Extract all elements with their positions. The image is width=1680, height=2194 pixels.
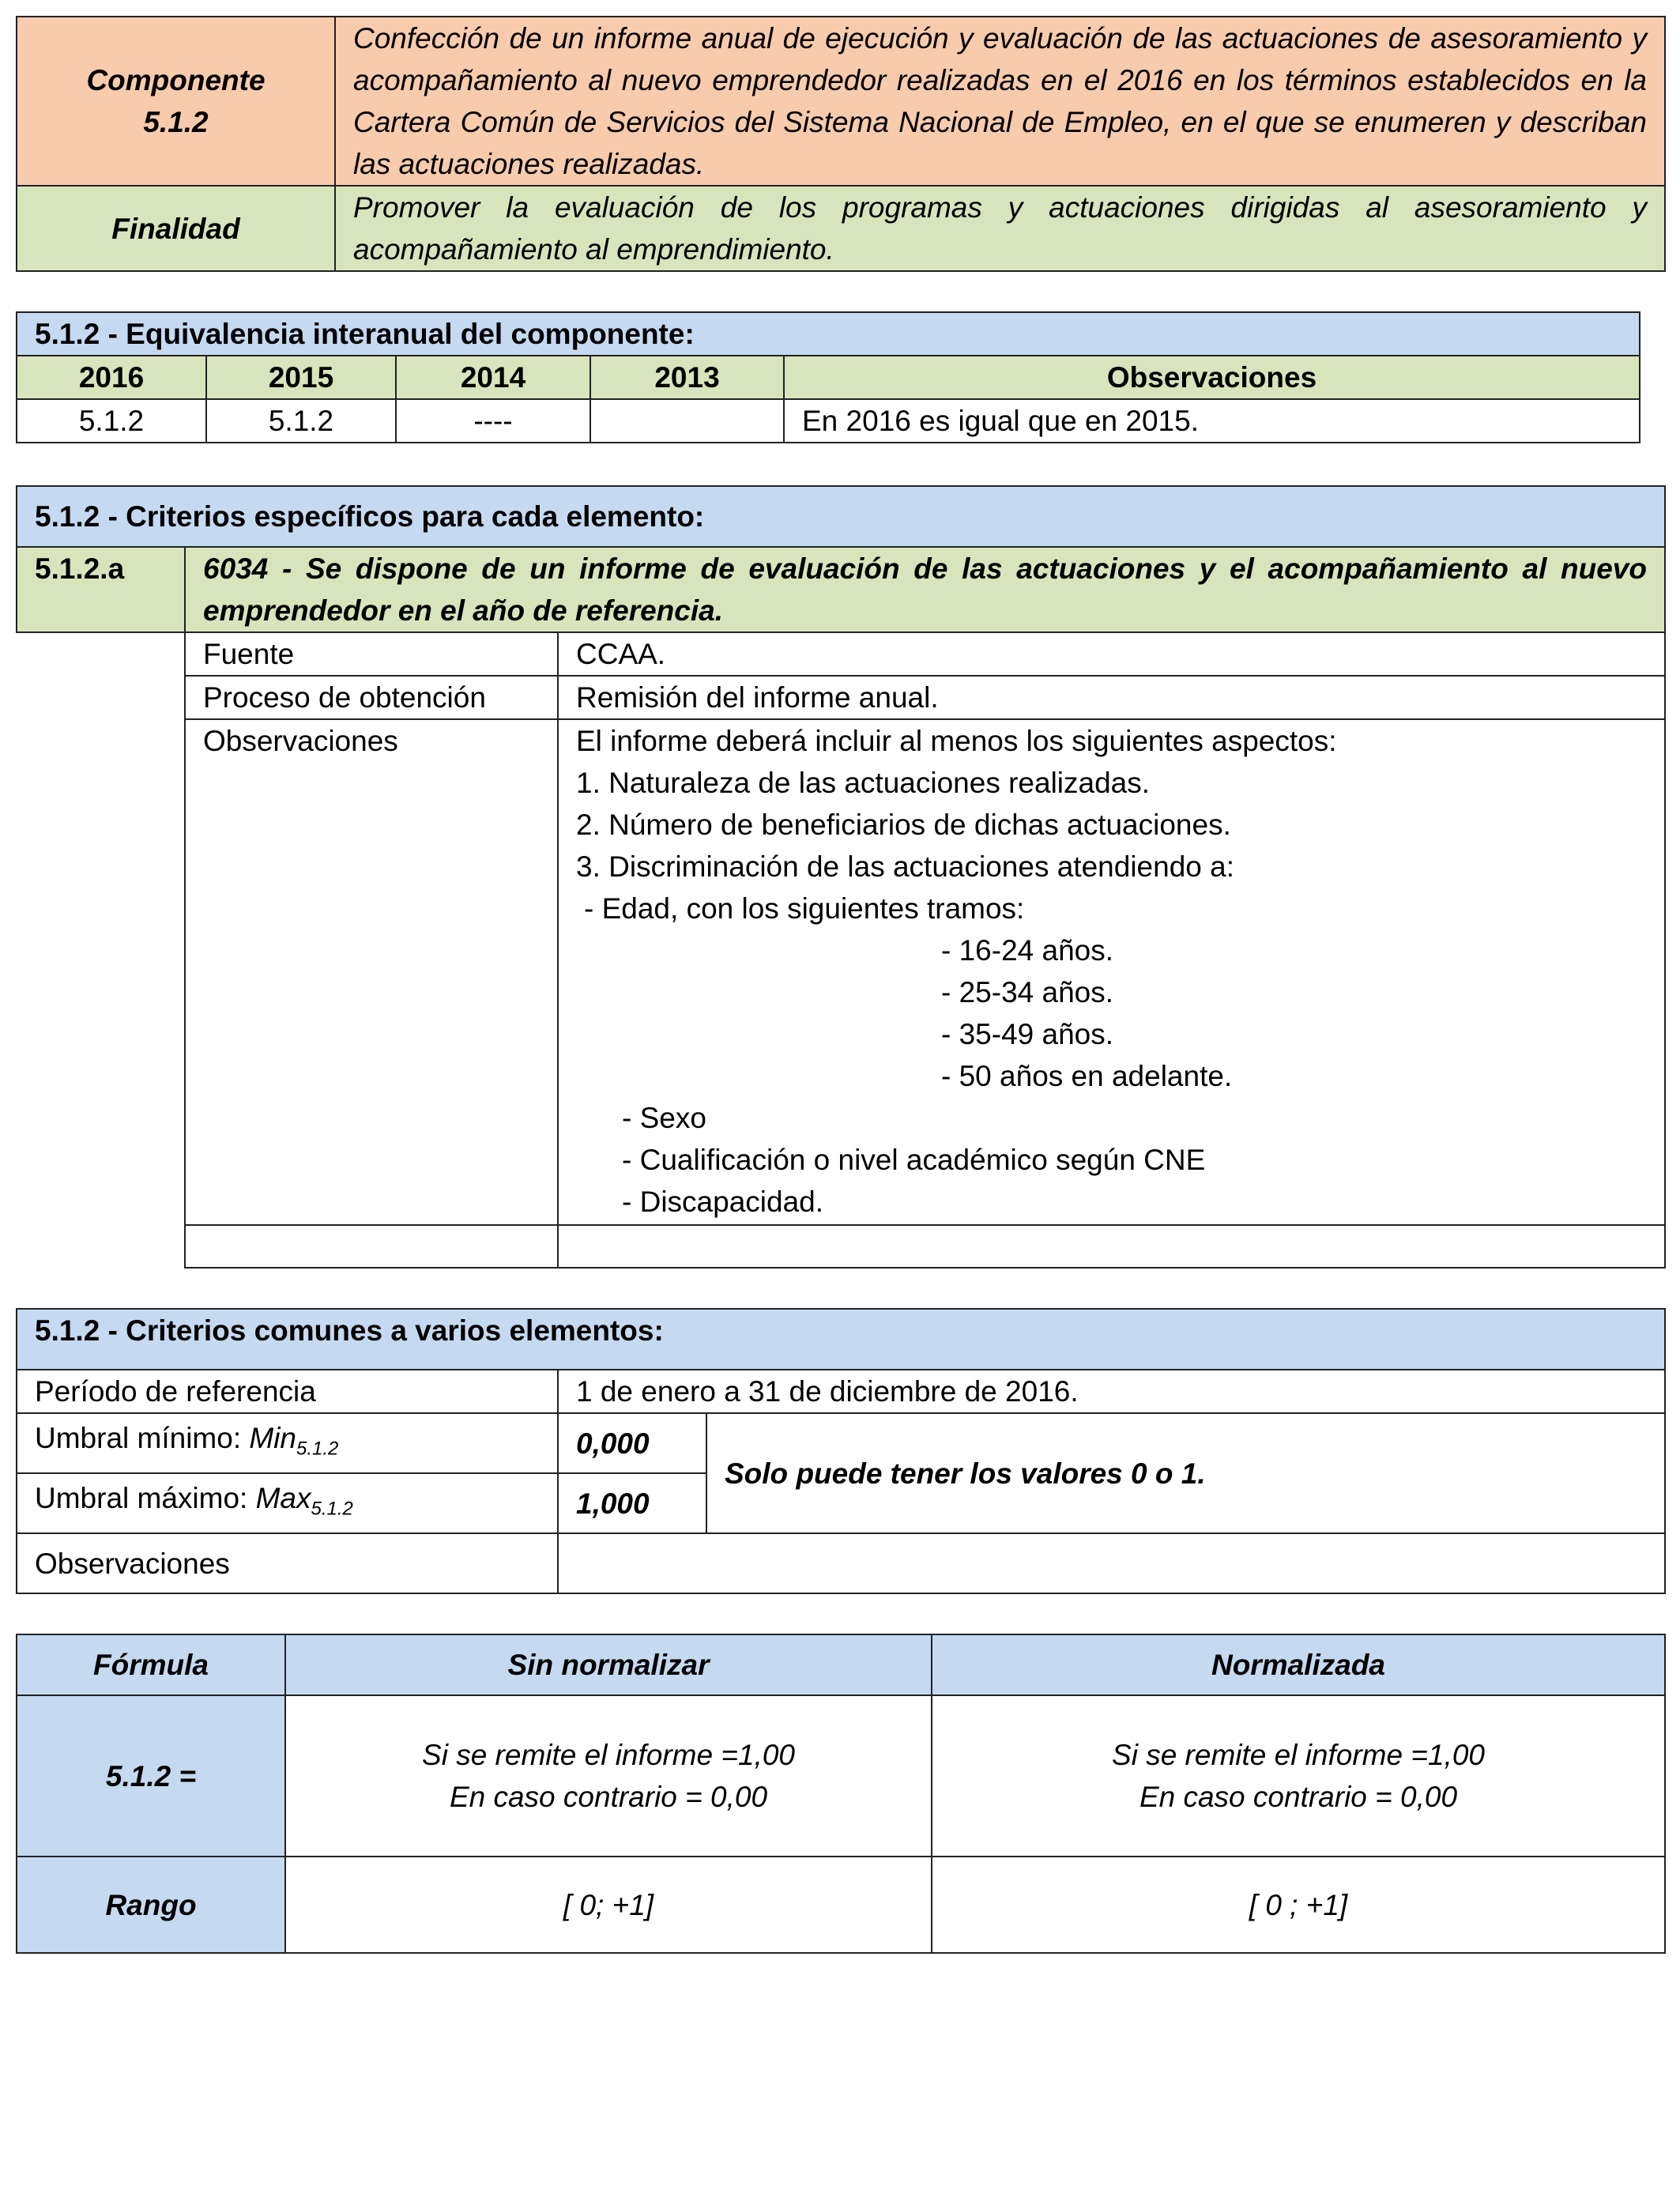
equivalencia-header-2013: 2013 xyxy=(590,356,784,399)
criterios-comunes-table xyxy=(16,1308,1666,1594)
equivalencia-header-2015: 2015 xyxy=(206,356,396,399)
rango-sin-normalizar: [ 0; +1] xyxy=(285,1857,932,1953)
formula-label: 5.1.2 = xyxy=(17,1695,285,1857)
equivalencia-cell-2016: 5.1.2 xyxy=(17,399,206,443)
normalizada-header: Normalizada xyxy=(932,1634,1665,1695)
normalizada-formula xyxy=(932,1695,1665,1857)
spacer-cell xyxy=(17,719,185,1225)
spacer-cell xyxy=(17,1225,185,1268)
observaciones-line: - 16-24 años. xyxy=(941,934,1114,967)
proceso-label: Proceso de obtención xyxy=(185,676,558,719)
rango-label: Rango xyxy=(17,1857,285,1953)
componente-text: Confección de un informe anual de ejecución y evaluación de las actuaciones de asesoramiento y acompañamiento al nuevo emprendedor realizadas en el 2016 en los términos establecidos en la Cartera Común de Servicios del Sistema Nacional de Empleo, en el que se enumeren y describan las actuaciones realizadas. xyxy=(335,17,1665,186)
componente-number: 5.1.2 xyxy=(143,106,209,138)
spacer-cell xyxy=(17,676,185,719)
umbral-max-text: Umbral máximo: xyxy=(35,1481,256,1514)
observaciones-line: - Edad, con los siguientes tramos: xyxy=(584,892,1025,925)
spacer-cell xyxy=(17,632,185,676)
umbral-max-value: 1,000 xyxy=(558,1473,706,1533)
periodo-value: 1 de enero a 31 de diciembre de 2016. xyxy=(558,1370,1665,1413)
componente-label: Componente xyxy=(86,64,266,96)
umbral-min-label xyxy=(17,1413,558,1473)
observaciones-label: Observaciones xyxy=(185,719,558,1225)
equivalencia-header-observaciones: Observaciones xyxy=(784,356,1640,399)
observaciones-line: - 50 años en adelante. xyxy=(941,1060,1233,1092)
finalidad-text: Promover la evaluación de los programas y actuaciones dirigidas al asesoramiento y acompañamiento al emprendimiento. xyxy=(335,186,1665,271)
observaciones-line: 2. Número de beneficiarios de dichas actuaciones. xyxy=(576,809,1231,841)
comunes-observaciones-value xyxy=(558,1533,1665,1593)
observaciones-line: - 35-49 años. xyxy=(941,1018,1114,1050)
sin-normalizar-line: Si se remite el informe =1,00 xyxy=(422,1739,795,1771)
observaciones-line: 1. Naturaleza de las actuaciones realizadas. xyxy=(576,767,1151,799)
sin-normalizar-formula xyxy=(285,1695,932,1857)
criterios-especificos-title: 5.1.2 - Criterios específicos para cada elemento: xyxy=(17,486,1665,547)
proceso-value: Remisión del informe anual. xyxy=(558,676,1665,719)
observaciones-line: El informe deberá incluir al menos los siguientes aspectos: xyxy=(576,725,1337,757)
finalidad-label: Finalidad xyxy=(17,186,335,271)
umbral-max-sub: 5.1.2 xyxy=(311,1498,353,1520)
equivalencia-header-2014: 2014 xyxy=(396,356,590,399)
rango-normalizada: [ 0 ; +1] xyxy=(932,1857,1665,1953)
criterios-especificos-table xyxy=(16,485,1666,1269)
observaciones-list xyxy=(558,719,1665,1225)
formula-header: Fórmula xyxy=(17,1634,285,1695)
criterios-comunes-title: 5.1.2 - Criterios comunes a varios elementos: xyxy=(17,1309,1665,1370)
umbral-max-label xyxy=(17,1473,558,1533)
umbral-min-var: Min xyxy=(249,1421,297,1454)
equivalencia-cell-2013 xyxy=(590,399,784,443)
element-code: 5.1.2.a xyxy=(17,547,185,632)
equivalencia-cell-2014: ---- xyxy=(396,399,590,443)
normalizada-line: Si se remite el informe =1,00 xyxy=(1112,1739,1485,1771)
sin-normalizar-line: En caso contrario = 0,00 xyxy=(449,1781,768,1813)
empty-cell xyxy=(185,1225,558,1268)
observaciones-line: - 25-34 años. xyxy=(941,976,1114,1008)
observaciones-line: - Discapacidad. xyxy=(622,1186,824,1218)
equivalencia-header-2016: 2016 xyxy=(17,356,206,399)
fuente-label: Fuente xyxy=(185,632,558,676)
sin-normalizar-header: Sin normalizar xyxy=(285,1634,932,1695)
normalizada-line: En caso contrario = 0,00 xyxy=(1139,1781,1458,1813)
equivalencia-title: 5.1.2 - Equivalencia interanual del componente: xyxy=(17,312,1640,356)
observaciones-line: - Cualificación o nivel académico según CNE xyxy=(622,1144,1206,1176)
umbral-min-text: Umbral mínimo: xyxy=(35,1421,250,1454)
comunes-observaciones-label: Observaciones xyxy=(17,1533,558,1593)
periodo-label: Período de referencia xyxy=(17,1370,558,1413)
equivalencia-cell-2015: 5.1.2 xyxy=(206,399,396,443)
observaciones-line: - Sexo xyxy=(622,1102,706,1134)
empty-cell xyxy=(558,1225,1665,1268)
equivalencia-table xyxy=(16,311,1640,443)
element-text: 6034 - Se dispone de un informe de evaluación de las actuaciones y el acompañamiento al nuevo emprendedor en el año de referencia. xyxy=(185,547,1665,632)
umbral-min-sub: 5.1.2 xyxy=(296,1438,339,1460)
formula-table xyxy=(16,1634,1666,1954)
umbral-max-var: Max xyxy=(255,1481,311,1514)
umbral-min-value: 0,000 xyxy=(558,1413,706,1473)
observaciones-line: 3. Discriminación de las actuaciones atendiendo a: xyxy=(576,850,1234,883)
umbral-note: Solo puede tener los valores 0 o 1. xyxy=(706,1413,1665,1533)
fuente-value: CCAA. xyxy=(558,632,1665,676)
equivalencia-cell-observaciones: En 2016 es igual que en 2015. xyxy=(784,399,1640,443)
componente-table xyxy=(16,16,1666,272)
componente-label-cell xyxy=(17,17,335,186)
